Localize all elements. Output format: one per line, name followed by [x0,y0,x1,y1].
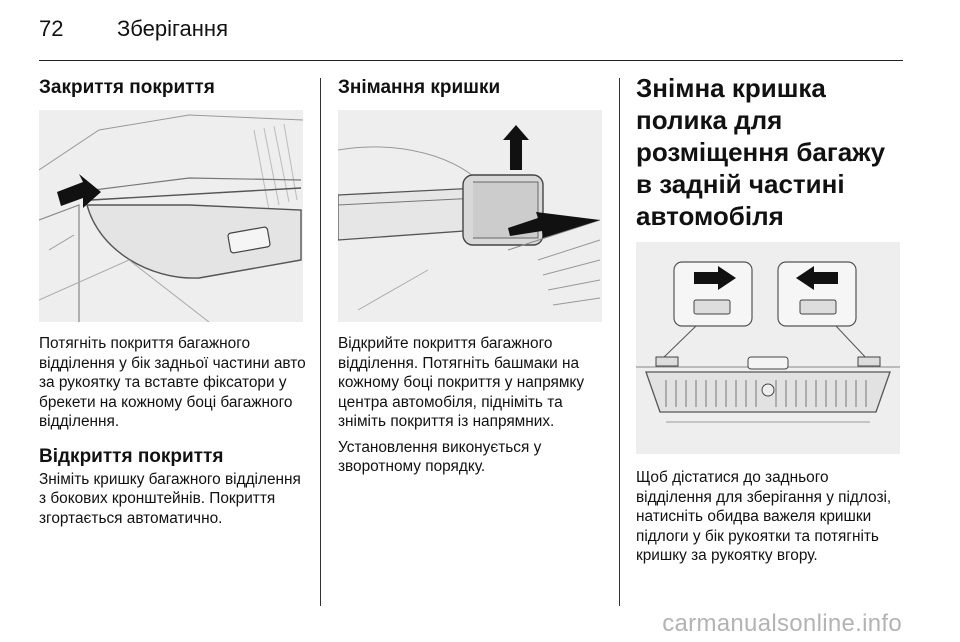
floor-cover-text: Щоб дістатися до заднього відділення для зберігання у підлозі, натисніть обидва важеля кришки підлоги у бік рукоятки та потягніть кришку за рукоятку вгору. [636,469,892,564]
column-divider-2 [619,78,620,606]
column-cover-removal [338,72,606,477]
page-number: 72 [39,16,64,41]
section-title: Зберігання [117,16,228,41]
column-cover-closing [39,72,307,528]
cover-removal-illustration [338,110,602,322]
floor-cover-heading: Знімна кришка полика для розміщення багажу в задній частині автомобіля [636,73,886,231]
watermark: carmanualsonline.info [662,610,902,637]
cover-closing-illustration [39,110,303,322]
header-rule [39,60,903,61]
cover-opening-text: Зніміть кришку багажного відділення з бокових кронштейнів. Покриття згортається автоматично. [39,470,301,527]
column-floor-cover [636,72,904,566]
cover-closing-text: Потягніть покриття багажного відділення у бік задньої частини авто за рукоятку та вставте фіксатори у брекети на кожному боці багажного відділення. [39,335,306,430]
cover-removal-heading: Знімання кришки [338,77,501,98]
column-divider-1 [320,78,321,606]
cover-install-text: Установлення виконується у зворотному порядку. [338,438,542,475]
floor-cover-illustration [636,242,900,454]
cover-removal-text: Відкрийте покриття багажного відділення. Потягніть башмаки на кожному боці покриття у напрямку центра автомобіля, підніміть та зніміть покриття із напрямних. [338,335,585,430]
cover-opening-heading: Відкриття покриття [39,445,224,467]
cover-closing-heading: Закриття покриття [39,77,215,98]
